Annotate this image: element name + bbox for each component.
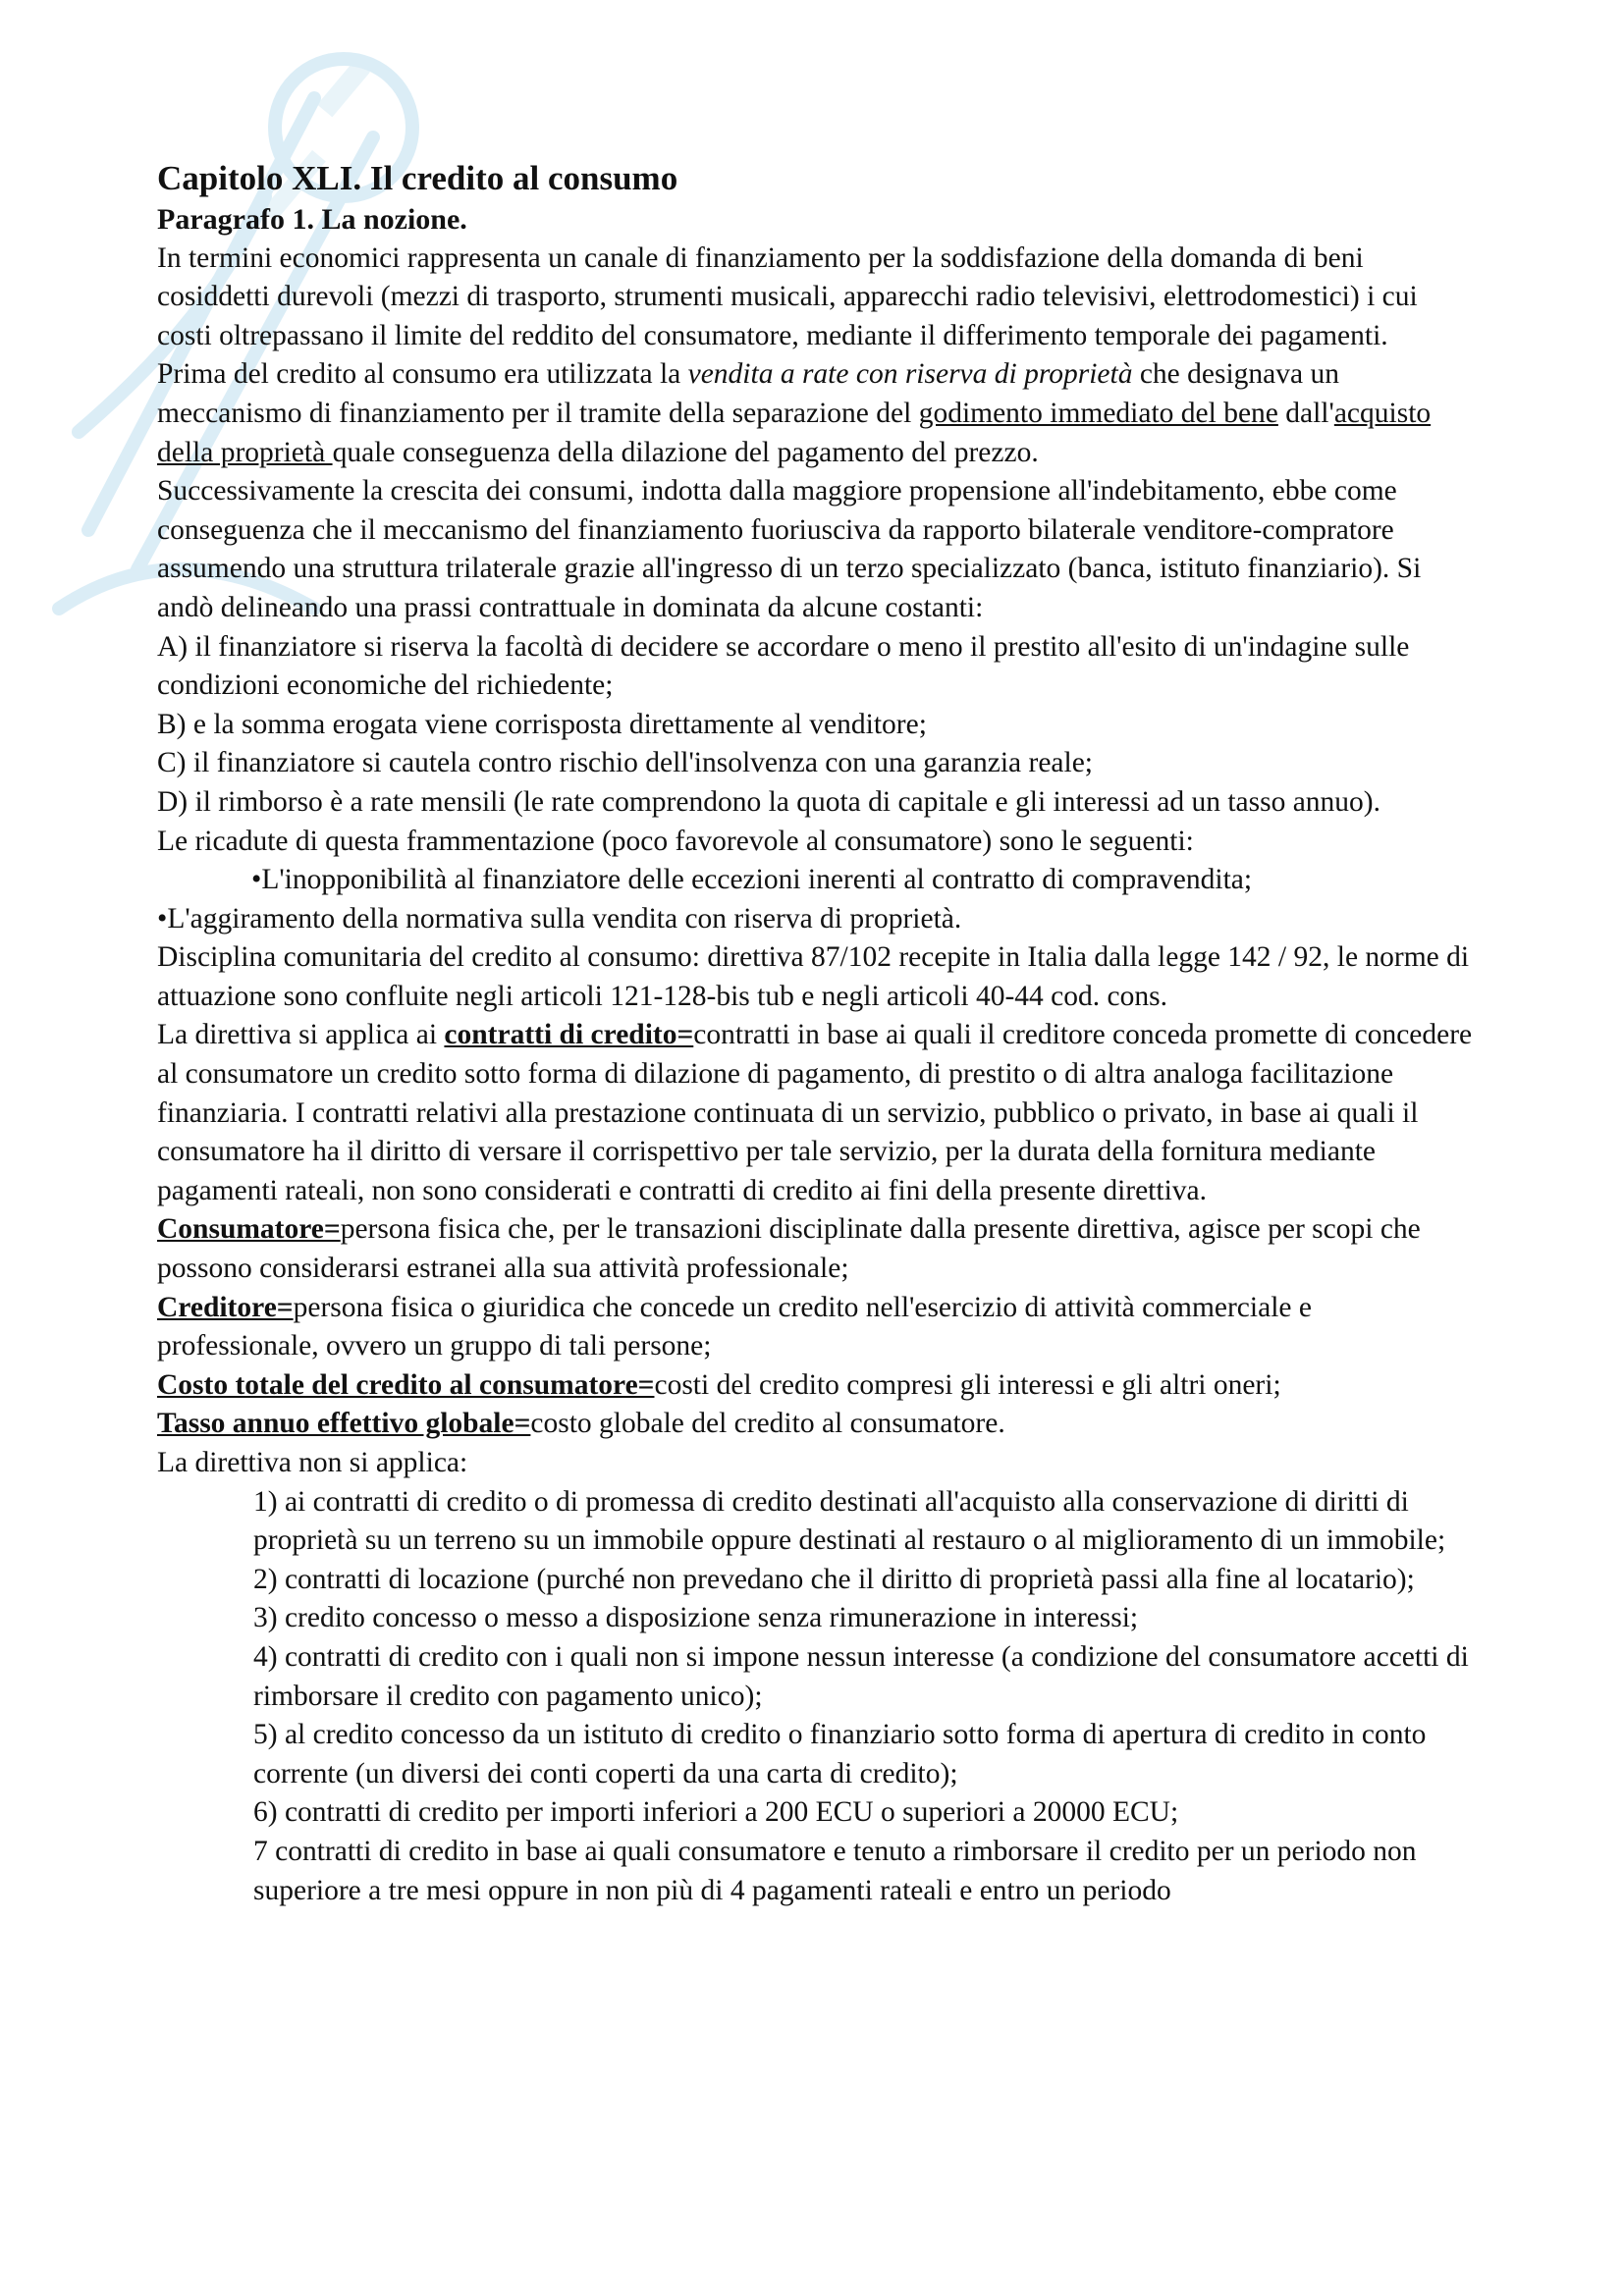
defined-term: Consumatore= [157, 1213, 341, 1246]
paragraph-exclusions-intro: La direttiva non si applica: [157, 1447, 468, 1478]
paragraph-history: Prima del credito al consumo era utilizzata la vendita a rate con riserva di proprietà che designava un meccanismo di finanziamento per il tramite della separazione del godimento immediato del bene dall'acquisto della proprietà quale conseguenza della dilazione del pagamento del prezzo. [157, 358, 1432, 468]
list-item: D) il rimborso è a rate mensili (le rate comprendono la quota di capitale e gli interessi ad un tasso annuo). [157, 785, 1380, 818]
exclusion-item: 5) al credito concesso da un istituto di credito o finanziario sotto forma di apertura di credito in conto corrente (un diversi dei conti coperti da una carta di credito); [253, 1719, 1427, 1789]
paragraph-evolution: Successivamente la crescita dei consumi, indotta dalla maggiore propensione all'indebitamento, ebbe come conseguenza che il meccanismo del finanziamento fuoriusciva da rapporto bilaterale venditore-compratore assumendo una struttura trilaterale grazie all'ingresso di un terzo specializzato (banca, istituto finanziario). Si andò delineando una prassi contrattuale in dominata da alcune costanti: [157, 475, 1422, 623]
definition-item: Consumatore=persona fisica che, per le transazioni disciplinate dalla presente direttiva, agisce per scopi che possono considerarsi estranei alla sua attività professionale; [157, 1213, 1421, 1285]
section-title: Paragrafo 1. La nozione. [157, 203, 467, 236]
definition-item: Tasso annuo effettivo globale=costo globale del credito al consumatore. [157, 1408, 1005, 1440]
defined-term: Tasso annuo effettivo globale= [157, 1408, 531, 1440]
exclusion-item: 1) ai contratti di credito o di promessa di credito destinati all'acquisto alla conservazione di diritti di proprietà su un terreno su un immobile oppure destinati al restauro o al miglioramento di un immobile; [253, 1485, 1446, 1557]
paragraph-eu-discipline: Disciplina comunitaria del credito al consumo: direttiva 87/102 recepite in Italia dalla legge 142 / 92, le norme di attuazione sono confluite negli articoli 121-128-bis tub e negli articoli 40-44 cod. cons. [157, 941, 1470, 1012]
paragraph-consequences: Le ricadute di questa frammentazione (poco favorevole al consumatore) sono le seguenti: [157, 825, 1194, 857]
bullet-item: •L'inopponibilità al finanziatore delle eccezioni inerenti al contratto di compravendita; [251, 864, 1253, 896]
definition-item: Costo totale del credito al consumatore=costi del credito compresi gli interessi e gli altri oneri; [157, 1368, 1281, 1401]
defined-term: Costo totale del credito al consumatore= [157, 1368, 655, 1401]
underlined-term: acquisto della proprietà [157, 397, 1432, 468]
defined-term: contratti di credito= [444, 1019, 694, 1051]
list-item: B) e la somma erogata viene corrisposta direttamente al venditore; [157, 708, 927, 740]
exclusion-item: 6) contratti di credito per importi inferiori a 200 ECU o superiori a 20000 ECU; [253, 1796, 1179, 1829]
exclusion-item: 3) credito concesso o messo a disposizione senza rimunerazione in interessi; [253, 1602, 1139, 1634]
document-page [157, 157, 1473, 1910]
defined-term: Creditore= [157, 1291, 294, 1323]
list-item: C) il finanziatore si cautela contro rischio dell'insolvenza con una garanzia reale; [157, 747, 1094, 779]
italic-term: vendita a rate con riserva di proprietà [687, 358, 1133, 391]
exclusion-item: 2) contratti di locazione (purché non prevedano che il diritto di proprietà passi alla fine al locatario); [253, 1563, 1415, 1595]
exclusion-item: 4) contratti di credito con i quali non si impone nessun interesse (a condizione del consumatore accetti di rimborsare il credito con pagamento unico); [253, 1640, 1469, 1712]
paragraph-definition: In termini economici rappresenta un canale di finanziamento per la soddisfazione della domanda di beni cosiddetti durevoli (mezzi di trasporto, strumenti musicali, apparecchi radio televisivi, elettrodomestici) i cui costi oltrepassano il limite del reddito del consumatore, mediante il differimento temporale dei pagamenti. [157, 241, 1418, 351]
paragraph-scope: La direttiva si applica ai contratti di credito=contratti in base ai quali il creditore conceda promette di concedere al consumatore un credito sotto forma di dilazione di pagamento, di prestito o di altra analoga facilitazione finanziaria. I contratti relativi alla prestazione continuata di un servizio, pubblico o privato, in base ai quali il consumatore ha il diritto di versare il corrispettivo per tale servizio, per la durata della fornitura mediante pagamenti rateali, non sono considerati e contratti di credito ai fini della presente direttiva. [157, 1019, 1473, 1206]
list-item: A) il finanziatore si riserva la facoltà di decidere se accordare o meno il prestito all'esito di un'indagine sulle condizioni economiche del richiedente; [157, 630, 1410, 702]
bullet-item: •L'aggiramento della normativa sulla vendita con riserva di proprietà. [157, 902, 962, 934]
underlined-term: godimento immediato del bene [918, 397, 1278, 429]
chapter-title: Capitolo XLI. Il credito al consumo [157, 159, 678, 197]
exclusion-item: 7 contratti di credito in base ai quali consumatore e tenuto a rimborsare il credito per un periodo non superiore a tre mesi oppure in non più di 4 pagamenti rateali e entro un periodo [253, 1835, 1417, 1906]
definition-item: Creditore=persona fisica o giuridica che concede un credito nell'esercizio di attività commerciale e professionale, ovvero un gruppo di tali persone; [157, 1291, 1312, 1362]
